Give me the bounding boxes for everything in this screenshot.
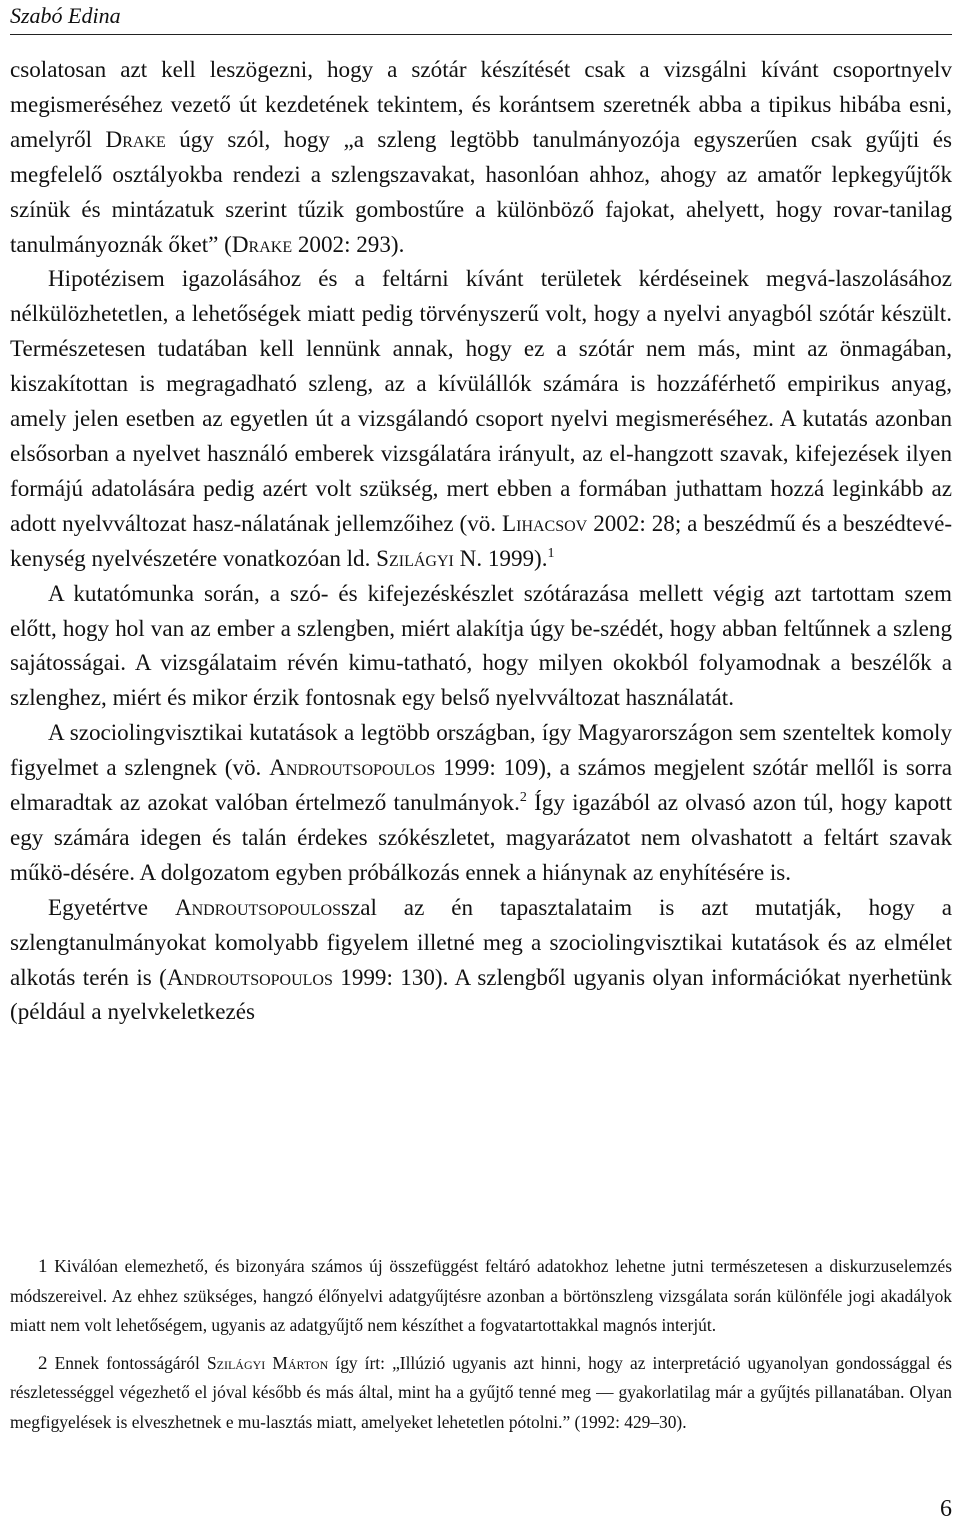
paragraph-3: A kutatómunka során, a szó- és kifejezéskészlet szótárazása mellett végig azt tartottam szem előtt, hogy hol van az ember a szlengben, miért alakítja úgy be-szédét, hogy abban feltűnnek a szleng sajátosságai. A vizsgálataim révén kimu-tatható, hogy milyen okokból folyamodnak a beszélők a szlenghez, miért és mikor érzik fontosnak egy belső nyelvváltozat használatát.: [10, 579, 952, 711]
running-header: [10, 2, 952, 35]
author-name: Drake: [105, 125, 166, 152]
body-text: [10, 52, 952, 1029]
footnote-1: 1 Kiválóan elemezhető, és bizonyára számos új összefüggést feltáró adatokhoz lehetne jutni természetesen a diskurzuselemzés módszereivel. Az ehhez szükséges, hangzó élőnyelvi adatgyűjtésre azonban a börtönszleng vizsgálata során különféle jogi akadályok miatt nem volt lehetőségem, ugyanis az adatgyűjtő nem készíthet a fogvatartottakkal magnós interjút.: [10, 1256, 952, 1335]
paragraph-5: Egyetértve Androutsopoulosszal az én tapasztalataim is azt mutatják, hogy a szlengtanulmányokat komolyabb figyelem illetné meg a szociolingvisztikai kutatások és az elmélet alkotás terén is (Androutsopoulos 1999: 130). A szlengből ugyanis olyan információkat nyerhetünk (például a nyelvkeletkezés: [10, 893, 952, 1025]
author-name: Szilágyi N.: [376, 544, 483, 571]
footnote-ref-1: 1: [547, 545, 555, 561]
author-name: Lihacsov: [502, 509, 588, 536]
footnote-number: 2: [38, 1352, 48, 1374]
footnote-ref-2: 2: [519, 790, 527, 806]
paragraph-1: csolatosan azt kell leszögezni, hogy a szótár készítését csak a vizsgálni kívánt csoportnyelv megismeréséhez vezető út kezdetének tekintem, és korántsem szeretnék abba a tipikus hibába esni, amelyről Drake úgy szól, hogy „a szleng legtöbb tanulmányozója egyszerűen csak gyűjti és megfelelő osztályokba rendezi a szlengszavakat, hasonlóan ahhoz, ahogy az amatőr lepkegyűjtők színük és mintázatuk szerint tűzik gombostűre a különböző fajokat, ahelyett, hogy rovar-tanilag tanulmányoznák őket” (Drake 2002: 293).: [10, 56, 952, 257]
author-name: Drake: [231, 230, 293, 257]
paragraph-2: Hipotézisem igazolásához és a feltárni kívánt területek kérdéseinek megvá-laszolásához nélkülözhetetlen, a lehetőségek miatt pedig törvényszerű volt, hogy a nyelvi anyagból szótár készült. Természetesen tudatában kell lennünk annak, hogy ez a szótár nem más, mint az önmagában, kiszakítottan is megragadható szleng, az a kívülállók számára is hozzáférhető empirikus anyag, amely jelen esetben az egyetlen út a vizsgálandó csoport nyelvi megismeréséhez. A kutatás azonban elsősorban a nyelvet használó emberek vizsgálatára irányult, az el-hangzott szavak, kifejezések ilyen formájú adatolására pedig azért volt szükség, mert ebben a formában juthattam hozzá leginkább az adott nyelvváltozat hasz-nálatának jellemzőihez (vö. Lihacsov 2002: 28; a beszédmű és a beszédtevé-kenység nyelvészetére vonatkozóan ld. Szilágyi N. 1999).$^1$: [10, 265, 953, 571]
footnote-number: 1: [38, 1256, 48, 1277]
author-name: Szilágyi Márton: [206, 1352, 329, 1373]
author-name: Androutsopoulos: [166, 963, 333, 990]
author-name: Androutsopoulos: [269, 754, 436, 781]
paragraph-4: A szociolingvisztikai kutatások a legtöbb országban, így Magyarországon sem szenteltek komoly figyelmet a szlengnek (vö. Androutsopoulos 1999: 109), a számos megjelent szótár mellől is sorra elmaradtak az azokat valóban értelmező tanulmányok.$^2$ Így igazából az olvasó azon túl, hogy kapott egy számára idegen és talán érdekes szókészletet, magyarázatot nem olvashatott a feltárt szavak műkö-désére. A dolgozatom egyben próbálkozás ennek a hiánynak az enyhítésére is.: [10, 719, 952, 885]
footnotes: [10, 1252, 952, 1437]
footnote-2: 2 Ennek fontosságáról Szilágyi Márton így írt: „Illúzió ugyanis azt hinni, hogy az interpretáció ugyanolyan gondossággal és részletességgel végezhető el jóval később és más által, mint ha a gyűjtő tenné meg — gyakorlatilag már a gyűjtés pillanatában. Olyan megfigyelések is elveszhetnek e mu-lasztás miatt, amelyeket lehetetlen pótolni.” (1992: 429–30).: [10, 1352, 953, 1432]
author-name: Androutsopoulos: [174, 893, 341, 920]
header-author: Szabó Edina: [10, 3, 121, 28]
page-number: 6: [940, 1496, 952, 1522]
